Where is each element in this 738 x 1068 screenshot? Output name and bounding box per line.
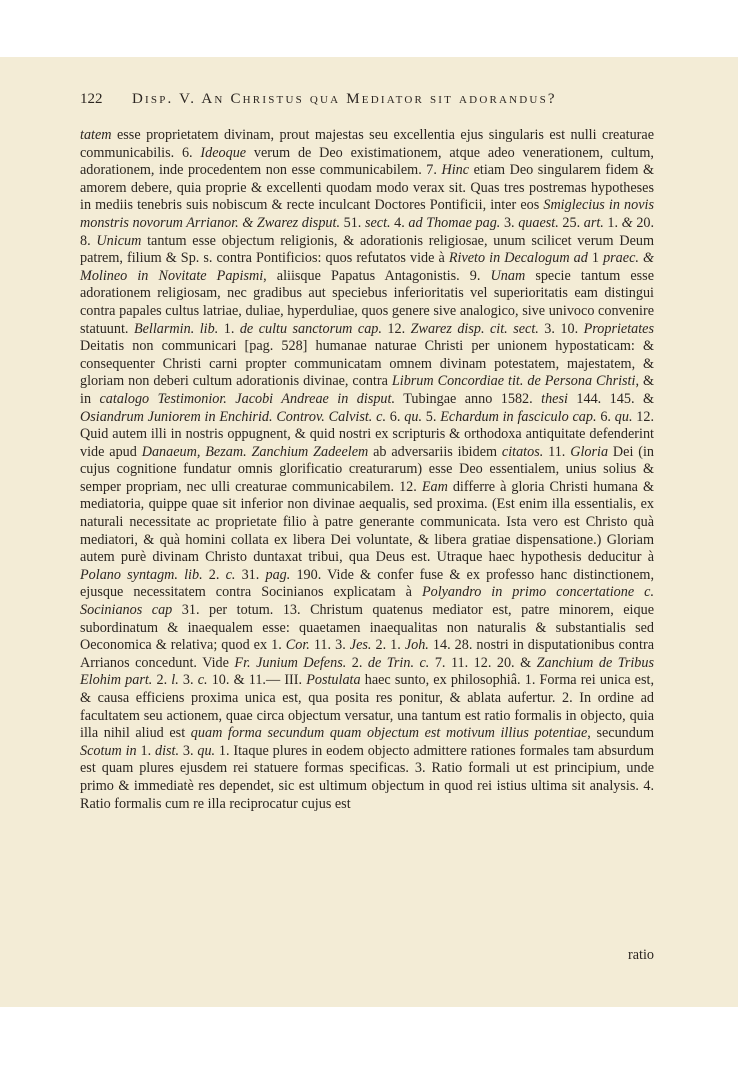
text-run: , aliisque Papatus Antagonistis. 9. <box>263 267 491 284</box>
text-run: 1. Itaque plures in eodem objecto admittere rationes formales tam absurdum est quam plures ejusdem rei statuere formas specificas. 3. Ratio formali ut est principium, unde primo & immediatè res dependet, sic est ultimum objectum in quod rei istius ultima sit analysis. 4. Ratio formalis cum re illa reciprocatur cujus est <box>80 742 655 812</box>
italic-run: Osiandrum Juniorem in Enchirid. Controv. Calvist. c. <box>80 408 386 425</box>
italic-run: praec. & Molineo in Novitate Papismi <box>80 250 654 284</box>
text-run: 11. 3. <box>309 637 350 654</box>
text-run: etiam Deo singularem fidem & amorem debere, quia proprie & excellenti quodam modo verax sit. Quas tres postremas hypotheses in mediis tenebris suis nobiscum & recte inculcant Doctores Pontificii, inter eos <box>80 162 655 214</box>
text-run: specie tantum esse adorationem religiosam, nec gradibus aut speciebus inferioritatis vel superioritatis eam distingui contra papales cultus latriae, duliae, hyperduliae, quos genere sive analogico, sive univoco convenire statuunt. <box>80 267 654 337</box>
text-run: Deitatis non communicari [pag. 528] humanae naturae Christi per unionem hypostaticam: & consequenter Christi carni propter communicatam omnem divinam potestatem, majestatem, & gloriam non deberi cultum adorationis divinae, contra <box>80 338 654 390</box>
text-run: 31. <box>235 566 266 583</box>
text-run: verum de Deo existimationem, atque adeo venerationem, cultum, adorationem, inde procedentem non esse communicabilem. 7. <box>80 144 654 179</box>
text-run: tantum esse objectum religionis, & adorationis religiosae, unum scilicet verum Deum patrem, filium & Sp. s. contra Pontificios: quos refutatos vide à <box>80 232 654 267</box>
italic-run: Danaeum, Bezam. Zanchium Zadeelem <box>141 443 369 460</box>
italic-run: Smiglecius in novis monstris novorum Arrianor. & Zwarez disput. <box>80 197 654 231</box>
text-run: 1. <box>603 214 622 231</box>
italic-run: Unicum <box>96 232 142 249</box>
italic-run: c. <box>225 566 236 583</box>
text-run: 51. <box>340 214 365 231</box>
body-paragraph <box>80 127 654 813</box>
text-run: esse proprietatem divinam, prout majestas seu excellentia ejus singularis est nulli creaturae communicabilis. 6. <box>80 127 654 161</box>
italic-run: qu. <box>614 408 633 425</box>
italic-run: qu. <box>197 742 216 759</box>
text-run: 6. <box>386 408 405 425</box>
body-text <box>80 127 654 813</box>
text-run: 12. Quid autem illi in nostris oppugnent, & quid nostri ex scripturis & orthodoxa antiquitate defenderint vide apud <box>80 408 655 460</box>
italic-run: Gloria <box>570 443 609 460</box>
italic-run: Hinc <box>441 162 470 179</box>
italic-run: thesi <box>541 390 568 407</box>
italic-run: Joh. <box>404 637 429 654</box>
italic-run: catalogo Testimonior. Jacobi Andreae in disput. <box>99 390 396 407</box>
italic-run: Unam <box>490 267 526 284</box>
text-run: haec sunto, ex philosophiâ. 1. Forma rei unica est, & causa efficiens proxima unica est, qua posita res ponitur, & ablata aufertur. 2. In ordine ad facultatem seu actionem, quae circa objectum versatur, una tantum est ratio formalis in objecto, quia illa nihil aliud est <box>80 672 654 742</box>
text-run: 7. 11. 12. 20. & <box>429 654 537 671</box>
italic-run: Echardum in fasciculo cap. <box>440 408 597 425</box>
catchword: ratio <box>628 947 654 963</box>
text-run: 31. per totum. 13. Christum quatenus mediator est, patre minorem, eique subordinatum & inaequalem esse: quaetamen inaequalitas non naturalis & substantialis sed Oeconomica & relativa; quod ex 1. <box>80 602 654 654</box>
text-run: 20. 8. <box>80 214 655 249</box>
text-run: 1 <box>587 250 604 267</box>
italic-run: tatem <box>80 127 112 143</box>
italic-run: sect. <box>364 214 391 231</box>
italic-run: Librum Concordiae tit. de Persona Christi <box>391 373 636 390</box>
text-run: 5. <box>421 408 441 425</box>
italic-run: Scotum in <box>80 742 137 759</box>
text-run: 12. <box>381 320 411 337</box>
italic-run: Polyandro in primo concertatione c. Socinianos cap <box>80 584 654 619</box>
book-page <box>0 57 738 1007</box>
italic-run: Riveto in Decalogum ad <box>448 250 588 267</box>
text-run: 1. <box>218 320 240 337</box>
text-run: 14. 28. nostri in disputationibus contra Arrianos concedunt. Vide <box>80 637 654 671</box>
italic-run: Ideoque <box>200 144 247 161</box>
italic-run: Bellarmin. lib. <box>133 320 219 337</box>
italic-run: Fr. Junium Defens. <box>234 654 347 671</box>
italic-run: Zwarez disp. cit. sect. <box>410 320 539 337</box>
italic-run: Polano syntagm. lib. <box>80 566 203 583</box>
running-head <box>80 91 654 113</box>
page-number: 122 <box>80 91 103 107</box>
italic-run: Postulata <box>306 672 361 689</box>
text-run: 2. <box>202 566 226 583</box>
text-run: 3. <box>179 742 198 759</box>
text-run: 3. <box>178 672 198 689</box>
text-run: 3. <box>500 214 519 231</box>
italic-run: de cultu sanctorum cap. <box>239 320 382 337</box>
italic-run: Cor. <box>285 637 310 654</box>
text-run: 4. <box>390 214 409 231</box>
text-run: differre à gloria Christi humana & mediatoria, quippe quae sit inferior non divinae aequalis, sed proxima. (Est enim illa essentialis, ex naturali necessitate ac proprietate filio à patre generante communicata. Ista vero est Christo quà mediatori, & quà homini collata ex libera Dei voluntate, & libera gratiae dispensatione.) Gloriam autem purè divinam Christo duntaxat tribui, qua Deus est. Utraque haec hypothesis deducitur à <box>80 478 654 566</box>
text-run: 6. <box>596 408 615 425</box>
italic-run: l. <box>171 672 179 689</box>
text-run: , secundum <box>587 725 654 742</box>
text-run: 2. <box>346 654 368 671</box>
italic-run: qu. <box>404 408 422 425</box>
italic-run: ad Thomae pag. <box>408 214 501 231</box>
italic-run: Eam <box>421 478 448 495</box>
italic-run: art. <box>583 214 604 231</box>
italic-run: Zanchium de Tribus Elohim part. <box>80 654 655 689</box>
italic-run: quam forma secundum quam objectum est motivum illius potentiae <box>190 725 588 742</box>
text-run: 10. & 11.— III. <box>207 672 307 689</box>
italic-run: pag. <box>265 566 291 583</box>
text-run: Dei (in cujus cognitione fundatur omnis glorificatio creaturarum) esse Deo essentialem, unius solius & semper propriam, nec ulli creaturae communicabilem. 12. <box>80 443 654 495</box>
text-run: 2. <box>152 672 172 689</box>
text-run: 1. <box>136 742 155 759</box>
italic-run: de Trin. c. <box>367 654 430 671</box>
text-run: 144. 145. & <box>567 390 654 407</box>
text-run: 190. Vide & confer fuse & ex professo hanc distinctionem, ejusque necessitatem contra Socinianos explicatam à <box>80 566 655 601</box>
text-run: Tubingae anno 1582. <box>395 390 542 407</box>
italic-run: quaest. <box>518 214 559 231</box>
italic-run: c. <box>197 672 208 689</box>
text-run: 2. 1. <box>371 637 405 654</box>
italic-run: Proprietates <box>583 320 654 337</box>
text-run: 25. <box>558 214 584 231</box>
italic-run: citatos. <box>501 443 544 460</box>
running-title: Disp. V. An Christus qua Mediator sit adorandus? <box>132 91 557 107</box>
text-run: ab adversariis ibidem <box>368 443 502 460</box>
text-run: 3. 10. <box>538 320 584 337</box>
italic-run: Jes. <box>349 637 372 654</box>
italic-run: dist. <box>154 742 180 759</box>
text-run: 11. <box>543 443 571 460</box>
italic-run: & <box>621 214 633 231</box>
text-run: , & in <box>80 373 654 407</box>
